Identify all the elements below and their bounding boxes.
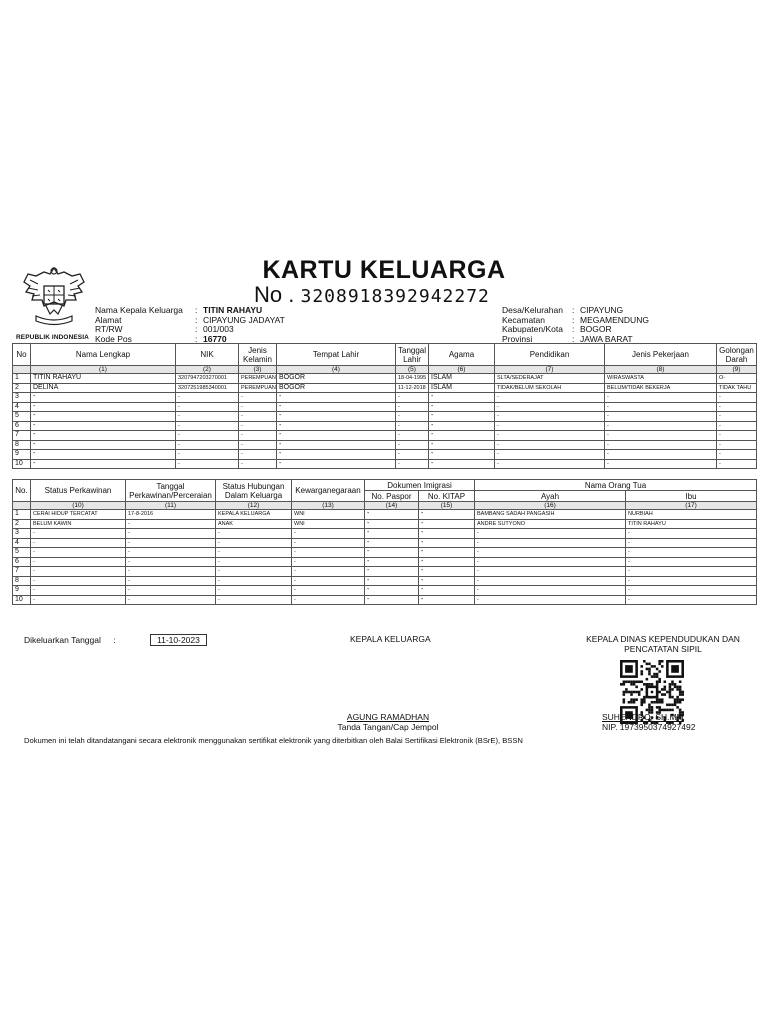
row-number: 1 xyxy=(13,374,31,384)
col-header-birthplace: Tempat Lahir xyxy=(277,344,396,366)
table-cell: - xyxy=(605,459,717,469)
table-cell: - xyxy=(176,421,239,431)
table-cell: - xyxy=(31,538,126,548)
table-cell: - xyxy=(176,450,239,460)
info-row-district: Kecamatan : MEGAMENDUNG xyxy=(502,314,649,325)
row-number: 8 xyxy=(13,440,31,450)
table-cell: - xyxy=(292,595,365,605)
info-row-regency: Kabupaten/Kota : BOGOR xyxy=(502,324,612,334)
col-header-parents: Nama Orang Tua xyxy=(475,480,757,491)
col-header-no: No xyxy=(13,344,31,366)
table-cell: - xyxy=(292,557,365,567)
table-cell: BOGOR xyxy=(277,374,396,384)
col-index-label: (2) xyxy=(176,366,239,374)
table-cell: - xyxy=(495,440,605,450)
col-header-occupation: Jenis Pekerjaan xyxy=(605,344,717,366)
table-cell: - xyxy=(216,548,292,558)
table-cell: - xyxy=(277,402,396,412)
table-cell: - xyxy=(292,567,365,577)
row-number: 8 xyxy=(13,576,31,586)
table-cell: - xyxy=(216,595,292,605)
table-cell: - xyxy=(239,412,277,422)
table-cell: - xyxy=(31,450,176,460)
table-cell: - xyxy=(495,402,605,412)
table-cell: - xyxy=(419,567,475,577)
table-cell: - xyxy=(292,548,365,558)
family-head-sub: Tanda Tangan/Cap Jempol xyxy=(337,721,439,732)
col-index-label: (13) xyxy=(292,502,365,510)
table-cell: - xyxy=(31,431,176,441)
col-index-label: (8) xyxy=(605,366,717,374)
table-cell: - xyxy=(216,576,292,586)
table-cell: - xyxy=(396,459,429,469)
table-cell: - xyxy=(126,548,216,558)
table-cell: - xyxy=(429,402,495,412)
table-cell: - xyxy=(277,431,396,441)
table-row xyxy=(13,557,757,567)
table-row xyxy=(13,383,757,393)
table-cell: - xyxy=(419,548,475,558)
table-cell: - xyxy=(292,586,365,596)
col-index-label: (9) xyxy=(717,366,757,374)
table-cell: - xyxy=(419,557,475,567)
table-cell: - xyxy=(365,548,419,558)
table-cell: - xyxy=(495,450,605,460)
col-index-label xyxy=(13,502,31,510)
row-number: 4 xyxy=(13,402,31,412)
table-row xyxy=(13,586,757,596)
table-row xyxy=(13,393,757,403)
table-cell: KEPALA KELUARGA xyxy=(216,510,292,520)
household-info-left xyxy=(95,306,285,344)
table-cell: - xyxy=(605,393,717,403)
card-number-label: No . xyxy=(254,282,295,307)
table-cell: - xyxy=(717,450,757,460)
table-cell: WIRASWASTA xyxy=(605,374,717,384)
row-number: 1 xyxy=(13,510,31,520)
col-index-label: (15) xyxy=(419,502,475,510)
table-cell: 3207947203270001 xyxy=(176,374,239,384)
table-cell: - xyxy=(277,459,396,469)
table-row xyxy=(13,412,757,422)
table-cell: - xyxy=(277,393,396,403)
table-cell: - xyxy=(31,595,126,605)
col-header-birthdate: Tanggal Lahir xyxy=(396,344,429,366)
table-cell: - xyxy=(419,595,475,605)
family-head-label: KEPALA KELUARGA xyxy=(350,634,431,644)
table-cell: - xyxy=(419,529,475,539)
info-row-rtrw: RT/RW : 001/003 xyxy=(95,324,234,334)
row-number: 3 xyxy=(13,529,31,539)
row-number: 6 xyxy=(13,557,31,567)
table-cell: - xyxy=(396,450,429,460)
table-cell: - xyxy=(429,450,495,460)
table-cell: ANDRE SUTYONO xyxy=(475,519,626,529)
col-header-relationship: Status Hubungan Dalam Keluarga xyxy=(216,480,292,502)
dinas-signature xyxy=(602,713,695,732)
table-cell: - xyxy=(429,440,495,450)
table-cell: - xyxy=(626,538,757,548)
col-header-education: Pendidikan xyxy=(495,344,605,366)
col-header-kitap: No. KITAP xyxy=(419,491,475,502)
table-cell: WNI xyxy=(292,510,365,520)
row-number: 5 xyxy=(13,548,31,558)
col-header-no2: No. xyxy=(13,480,31,502)
table-cell: - xyxy=(626,595,757,605)
table-cell: WNI xyxy=(292,519,365,529)
table-cell: BOGOR xyxy=(277,383,396,393)
col-header-marital-status: Status Perkawinan xyxy=(31,480,126,502)
table-cell: - xyxy=(176,431,239,441)
table-cell: - xyxy=(365,529,419,539)
table-row xyxy=(13,548,757,558)
col-header-gender: Jenis Kelamin xyxy=(239,344,277,366)
col-header-religion: Agama xyxy=(429,344,495,366)
table-cell: DELINA xyxy=(31,383,176,393)
table-cell: - xyxy=(717,431,757,441)
family-head-name: AGUNG RAMADHAN xyxy=(346,712,430,722)
household-info-right xyxy=(502,306,649,344)
table-cell: - xyxy=(365,510,419,520)
table-cell: - xyxy=(475,529,626,539)
table-cell: - xyxy=(495,421,605,431)
info-row-address: Alamat : CIPAYUNG JADAYAT xyxy=(95,314,285,325)
table-cell: - xyxy=(176,440,239,450)
table-cell: TITIN RAHAYU xyxy=(626,519,757,529)
table-cell: - xyxy=(605,431,717,441)
table-row xyxy=(13,567,757,577)
table-cell: - xyxy=(626,548,757,558)
table-cell: 17-8-2016 xyxy=(126,510,216,520)
table-cell: - xyxy=(365,576,419,586)
issued-date: 11-10-2023 xyxy=(150,634,207,646)
table-cell: - xyxy=(626,576,757,586)
table-row xyxy=(13,576,757,586)
table-cell: TIDAK/BELUM SEKOLAH xyxy=(495,383,605,393)
table-cell: - xyxy=(717,421,757,431)
table-cell: 18-04-1995 xyxy=(396,374,429,384)
table-cell: - xyxy=(717,402,757,412)
table-cell: - xyxy=(419,576,475,586)
table-cell: - xyxy=(126,576,216,586)
table-cell: - xyxy=(31,440,176,450)
table-cell: - xyxy=(126,557,216,567)
table-row xyxy=(13,421,757,431)
table-row xyxy=(13,431,757,441)
table-cell: - xyxy=(419,519,475,529)
document-title: KARTU KELUARGA xyxy=(262,256,506,284)
table-cell: ISLAM xyxy=(429,374,495,384)
table-cell: - xyxy=(277,440,396,450)
row-number: 9 xyxy=(13,450,31,460)
table-cell: - xyxy=(239,431,277,441)
table-cell: - xyxy=(429,459,495,469)
col-index-label: (6) xyxy=(429,366,495,374)
table-cell: - xyxy=(717,393,757,403)
table-cell: BELUM/TIDAK BEKERJA xyxy=(605,383,717,393)
row-number: 5 xyxy=(13,412,31,422)
info-row-postcode: Kode Pos : 16770 xyxy=(95,333,227,344)
table-cell: - xyxy=(292,576,365,586)
table-cell: - xyxy=(475,548,626,558)
table-cell: - xyxy=(605,412,717,422)
table-cell: - xyxy=(475,586,626,596)
table-row xyxy=(13,538,757,548)
table-cell: - xyxy=(126,529,216,539)
table-cell: - xyxy=(365,595,419,605)
table-cell: - xyxy=(365,586,419,596)
row-number: 10 xyxy=(13,459,31,469)
row-number: 7 xyxy=(13,431,31,441)
table-row xyxy=(13,374,757,384)
table-row xyxy=(13,529,757,539)
table-cell: - xyxy=(277,421,396,431)
table-cell: - xyxy=(396,440,429,450)
family-card-document xyxy=(8,250,760,770)
table-cell: - xyxy=(396,431,429,441)
table-cell: - xyxy=(31,421,176,431)
col-index-label: (4) xyxy=(277,366,396,374)
table-cell: - xyxy=(605,421,717,431)
table-cell: - xyxy=(605,450,717,460)
table-cell: - xyxy=(605,440,717,450)
table-cell: - xyxy=(495,393,605,403)
table-cell: - xyxy=(429,431,495,441)
table-cell: - xyxy=(419,586,475,596)
table-cell: - xyxy=(292,538,365,548)
row-number: 7 xyxy=(13,567,31,577)
col-header-passport: No. Paspor xyxy=(365,491,419,502)
col-index-label: (10) xyxy=(31,502,126,510)
row-number: 9 xyxy=(13,586,31,596)
info-row-province: Provinsi : JAWA BARAT xyxy=(502,333,633,344)
card-number xyxy=(254,282,490,308)
table-cell: - xyxy=(475,567,626,577)
col-index-label: (3) xyxy=(239,366,277,374)
col-header-immigration-docs: Dokumen Imigrasi xyxy=(365,480,475,491)
table-cell: - xyxy=(717,440,757,450)
col-index-label: (5) xyxy=(396,366,429,374)
table-cell: - xyxy=(31,459,176,469)
table-cell: - xyxy=(31,393,176,403)
table-cell: - xyxy=(31,529,126,539)
table-cell: - xyxy=(239,402,277,412)
table-cell: - xyxy=(239,450,277,460)
table-cell: - xyxy=(419,538,475,548)
table-cell: - xyxy=(176,402,239,412)
table-cell: - xyxy=(365,519,419,529)
col-index-label: (14) xyxy=(365,502,419,510)
table-cell: - xyxy=(126,586,216,596)
dinas-label xyxy=(568,634,758,654)
family-head-signature xyxy=(318,713,458,732)
table-cell: - xyxy=(626,529,757,539)
table-cell: PEREMPUAN xyxy=(239,374,277,384)
table-cell: - xyxy=(216,586,292,596)
row-number: 2 xyxy=(13,383,31,393)
table-cell: BELUM KAWIN xyxy=(31,519,126,529)
table-cell: - xyxy=(292,529,365,539)
row-number: 10 xyxy=(13,595,31,605)
table-row xyxy=(13,450,757,460)
table-cell: - xyxy=(216,529,292,539)
table-cell: NURBIAH xyxy=(626,510,757,520)
table-cell: - xyxy=(429,393,495,403)
table-cell: - xyxy=(495,459,605,469)
table-cell: - xyxy=(475,538,626,548)
table-cell: - xyxy=(239,393,277,403)
col-header-mother: Ibu xyxy=(626,491,757,502)
info-row-head: Nama Kepala Keluarga : TITIN RAHAYU xyxy=(95,305,263,315)
table-cell: - xyxy=(396,421,429,431)
card-number-value: 3208918392942272 xyxy=(300,286,490,307)
family-members-table xyxy=(12,343,757,469)
table-cell: ANAK xyxy=(216,519,292,529)
table-cell: - xyxy=(277,412,396,422)
table-cell: - xyxy=(605,402,717,412)
table-cell: - xyxy=(495,431,605,441)
issued-label: Dikeluarkan Tanggal xyxy=(24,635,101,645)
table-cell: - xyxy=(365,567,419,577)
col-index-label: (12) xyxy=(216,502,292,510)
col-header-nik: NIK xyxy=(176,344,239,366)
table-cell: - xyxy=(216,567,292,577)
table-row xyxy=(13,510,757,520)
col-header-father: Ayah xyxy=(475,491,626,502)
table-row xyxy=(13,440,757,450)
table-cell: - xyxy=(396,393,429,403)
table-cell: BAMBANG SADAH PANGASIH xyxy=(475,510,626,520)
table-cell: - xyxy=(126,567,216,577)
table-cell: - xyxy=(717,412,757,422)
dinas-name: SUHENDRO, SH.MM xyxy=(602,712,684,722)
table-row xyxy=(13,519,757,529)
table-cell: - xyxy=(419,510,475,520)
table-cell: 3207251985340001 xyxy=(176,383,239,393)
table-cell: - xyxy=(365,538,419,548)
table-cell: - xyxy=(429,412,495,422)
issued-colon: : xyxy=(113,635,116,645)
table-cell: - xyxy=(626,567,757,577)
table-cell: CERAI HIDUP TERCATAT xyxy=(31,510,126,520)
row-number: 4 xyxy=(13,538,31,548)
col-index-label: (1) xyxy=(31,366,176,374)
table-cell: - xyxy=(216,538,292,548)
col-header-marriage-date: Tanggal Perkawinan/Perceraian xyxy=(126,480,216,502)
table-cell: - xyxy=(176,393,239,403)
table-cell: TITIN RAHAYU xyxy=(31,374,176,384)
col-index-label: (11) xyxy=(126,502,216,510)
table-cell: - xyxy=(126,519,216,529)
table-cell: - xyxy=(176,459,239,469)
table-cell: - xyxy=(475,557,626,567)
emblem-label: REPUBLIK INDONESIA xyxy=(16,334,89,341)
table-cell: - xyxy=(31,576,126,586)
table-row xyxy=(13,459,757,469)
row-number: 6 xyxy=(13,421,31,431)
table-cell: - xyxy=(31,586,126,596)
row-number: 3 xyxy=(13,393,31,403)
table-cell: - xyxy=(277,450,396,460)
col-index-label: (16) xyxy=(475,502,626,510)
issued-date-block xyxy=(24,634,207,646)
table-cell: - xyxy=(126,538,216,548)
table-cell: - xyxy=(126,595,216,605)
table-row xyxy=(13,402,757,412)
row-number: 2 xyxy=(13,519,31,529)
col-index-label: (7) xyxy=(495,366,605,374)
table-cell: - xyxy=(176,412,239,422)
table-cell: - xyxy=(31,557,126,567)
table-cell: TIDAK TAHU xyxy=(717,383,757,393)
table-cell: - xyxy=(31,402,176,412)
table-cell: - xyxy=(365,557,419,567)
table-cell: - xyxy=(31,548,126,558)
table-cell: - xyxy=(626,557,757,567)
info-row-village: Desa/Kelurahan : CIPAYUNG xyxy=(502,305,624,315)
table-cell: - xyxy=(475,576,626,586)
table-cell: - xyxy=(31,567,126,577)
table-cell: SLTA/SEDERAJAT xyxy=(495,374,605,384)
table-cell: - xyxy=(216,557,292,567)
table-cell: O- xyxy=(717,374,757,384)
dinas-nip: NIP. 1973950374927492 xyxy=(602,721,696,732)
table-cell: - xyxy=(31,412,176,422)
table-cell: - xyxy=(239,440,277,450)
dinas-label-line-1: KEPALA DINAS KEPENDUDUKAN DAN xyxy=(586,634,740,644)
col-header-name: Nama Lengkap xyxy=(31,344,176,366)
table-cell: - xyxy=(717,459,757,469)
electronic-signature-note: Dokumen ini telah ditandatangani secara elektronik menggunakan sertifikat elektronik yang diterbitkan oleh Balai Sertifikasi Elektronik (BSrE), BSSN xyxy=(24,736,523,745)
civil-status-table xyxy=(12,479,757,605)
table-cell: - xyxy=(396,402,429,412)
col-index-label xyxy=(13,366,31,374)
table-cell: - xyxy=(239,459,277,469)
table-cell: ISLAM xyxy=(429,383,495,393)
table-row xyxy=(13,595,757,605)
col-index-label: (17) xyxy=(626,502,757,510)
table-cell: - xyxy=(495,412,605,422)
col-header-citizenship: Kewarganegaraan xyxy=(292,480,365,502)
dinas-label-line-2: PENCATATAN SIPIL xyxy=(624,644,702,654)
table-cell: - xyxy=(626,586,757,596)
col-header-bloodtype: Golongan Darah xyxy=(717,344,757,366)
table-cell: - xyxy=(396,412,429,422)
table-cell: - xyxy=(429,421,495,431)
table-cell: 11-12-2018 xyxy=(396,383,429,393)
table-cell: - xyxy=(239,421,277,431)
table-cell: PEREMPUAN xyxy=(239,383,277,393)
table-cell: - xyxy=(475,595,626,605)
